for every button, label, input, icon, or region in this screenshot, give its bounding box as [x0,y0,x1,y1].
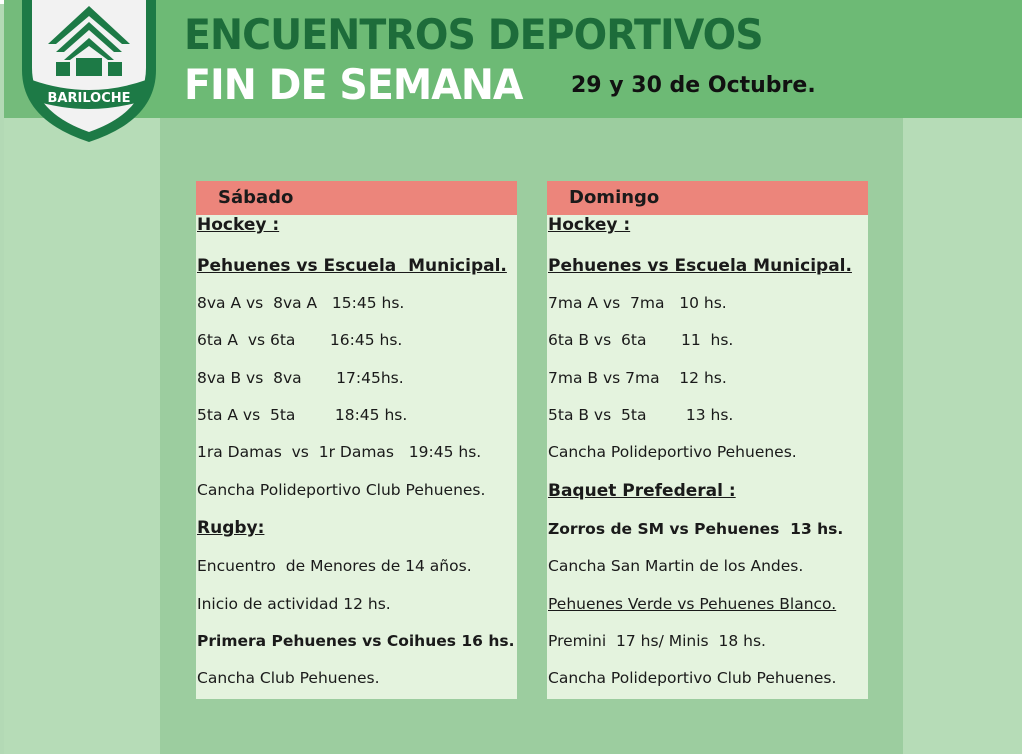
saturday-line: 8va B vs 8va 17:45hs. [197,369,404,387]
title-line-1: ENCUENTROS DEPORTIVOS [184,10,763,59]
sunday-line: 5ta B vs 5ta 13 hs. [548,406,734,424]
sunday-line: Premini 17 hs/ Minis 18 hs. [548,632,766,650]
sunday-venue: Cancha San Martin de los Andes. [548,557,804,575]
sunday-hockey-match: Pehuenes vs Escuela Municipal. [548,256,852,276]
saturday-header-bar [196,181,517,215]
saturday-line: Encuentro de Menores de 14 años. [197,557,472,575]
saturday-hockey-match: Pehuenes vs Escuela Municipal. [197,256,507,276]
sunday-venue: Cancha Polideportivo Club Pehuenes. [548,669,837,687]
sunday-basket-match: Zorros de SM vs Pehuenes 13 hs. [548,520,844,538]
sunday-basket-match-2: Pehuenes Verde vs Pehuenes Blanco. [548,595,837,613]
event-date: 29 y 30 de Octubre. [571,73,816,98]
saturday-hockey-heading: Hockey : [197,215,280,235]
title-line-2: FIN DE SEMANA [184,60,523,109]
saturday-line: 5ta A vs 5ta 18:45 hs. [197,406,408,424]
svg-text:BARILOCHE: BARILOCHE [47,91,131,106]
sunday-basket-heading: Baquet Prefederal : [548,481,736,501]
saturday-line: 8va A vs 8va A 15:45 hs. [197,294,405,312]
sunday-line: 7ma B vs 7ma 12 hs. [548,369,727,387]
sunday-hockey-heading: Hockey : [548,215,631,235]
saturday-panel [196,181,517,699]
saturday-line: Inicio de actividad 12 hs. [197,595,391,613]
saturday-rugby-match: Primera Pehuenes vs Coihues 16 hs. [197,632,515,650]
sunday-header-bar [547,181,868,215]
saturday-venue: Cancha Club Pehuenes. [197,669,380,687]
saturday-line: 6ta A vs 6ta 16:45 hs. [197,331,403,349]
saturday-rugby-heading: Rugby: [197,518,265,538]
bariloche-logo [18,0,160,142]
sunday-panel [547,181,868,699]
sunday-label: Domingo [569,187,660,208]
saturday-line: 1ra Damas vs 1r Damas 19:45 hs. [197,443,482,461]
left-margin [4,118,160,754]
saturday-label: Sábado [218,187,294,208]
sunday-venue: Cancha Polideportivo Pehuenes. [548,443,797,461]
sunday-line: 7ma A vs 7ma 10 hs. [548,294,727,312]
sunday-line: 6ta B vs 6ta 11 hs. [548,331,734,349]
right-margin [903,118,1022,754]
saturday-venue: Cancha Polideportivo Club Pehuenes. [197,481,486,499]
